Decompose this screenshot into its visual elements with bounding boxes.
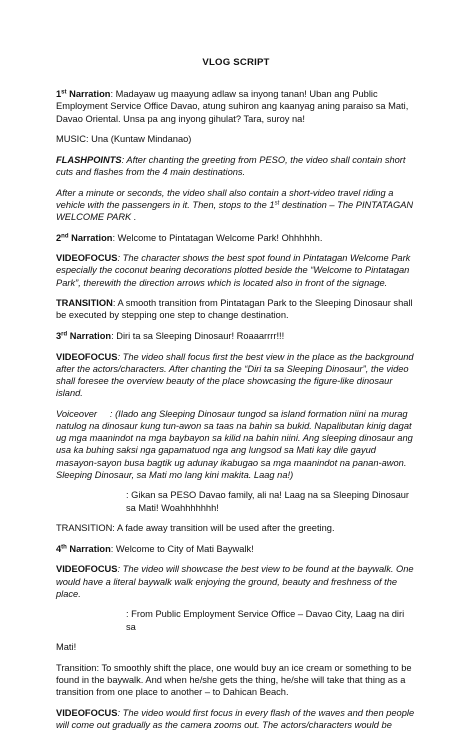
narration-4-text: : Welcome to City of Mati Baywalk! xyxy=(110,543,254,554)
transition-1 xyxy=(56,297,416,321)
narration-1-text: : Madayaw ug maayung adlaw sa inyong tanan! Uban ang Public Employment Service Office Davao, atung suhiron ang kaanyag aning paraiso sa Mati, Davao Oriental. Unsa pa ang inyong gihulat? Tara, suroy na! xyxy=(56,89,409,124)
narration-3 xyxy=(56,330,416,342)
videofocus-4 xyxy=(56,707,416,731)
from-line-1: : From Public Employment Service Office – Davao City, Laag na diri sa xyxy=(126,609,405,632)
videofocus-1-text: : The character shows the best spot found in Pintatagan Welcome Park especially the coconut bearing decorations plotted beside the “Welcome to Pintatagan Park”, therewith the direction arrows which is located also in front of the signage. xyxy=(56,253,411,288)
after-minute-paragraph: After a minute or seconds, the video shall also contain a short-video travel riding a vehicle with the passengers in it. Then, stops to the 1st destination – The PINTATAGAN WELCOME PARK . xyxy=(56,187,414,222)
narration-1-number: 1st Narration xyxy=(56,89,111,100)
videofocus-3-text: : The video will showcase the best view to be found at the baywalk. One would have a literal baywalk walk enjoying the ground, beauty and freshness of the place. xyxy=(56,564,414,599)
music-line: MUSIC: Una (Kuntaw Mindanao) xyxy=(56,134,192,145)
gikan-line: : Gikan sa PESO Davao family, ali na! Laag na sa Sleeping Dinosaur sa Mati! Woahhhhhhh! xyxy=(126,490,410,513)
videofocus-3 xyxy=(56,563,416,600)
flashpoints-text: : After chanting the greeting from PESO, the video shall contain short cuts and flashes from the 4 main destinations. xyxy=(56,154,406,177)
narration-3-text: : Diri ta sa Sleeping Dinosaur! Roaaarrrr!!! xyxy=(111,330,285,341)
transition-3: Transition: To smoothly shift the place, one would buy an ice cream or something to be found in the baywalk. And when he/she gets the thing, he/she will take that thing as a transition from one place to another – to Dahican Beach. xyxy=(56,662,412,698)
videofocus-4-text: : The video would first focus in every flash of the waves and then people will come out gradually as the camera zooms out. The actors/characters would be xyxy=(56,707,415,730)
narration-4-number: 4th Narration xyxy=(56,543,111,554)
document-title: VLOG SCRIPT xyxy=(202,57,270,68)
narration-3-number: 3rd Narration xyxy=(56,330,112,341)
voiceover-text: : (Ilado ang Sleeping Dinosaur tungod sa island formation niini na murag natulog na dinosaur kung tun-awon sa taas na bahin sa bukid. Napalibutan kinig dagat ug mga maanindot na mga baybayon sa kilid na bahin niini. Ang sleeping dinosaur ang usa ka buhing saksi nga gapamatuod nga ang lungsod sa Mati kay dile gayud masayon-sayon busa bagtik ug adunay ikabugao sa mga maanindot na panan-awon. Sleeping Dinosaur, sa Mati mo lang kini makita. Laag na!) xyxy=(56,408,416,480)
voiceover xyxy=(56,408,416,481)
voiceover-label: Voiceover xyxy=(56,408,97,419)
transition-1-label: TRANSITION xyxy=(56,298,113,309)
transition-2: TRANSITION: A fade away transition will be used after the greeting. xyxy=(56,523,335,534)
narration-2-text: : Welcome to Pintatagan Welcome Park! Ohhhhhh. xyxy=(112,232,323,243)
flashpoints-label: FLASHPOINTS xyxy=(56,154,122,165)
videofocus-2-text: : The video shall focus first the best view in the place as the background after the actors/characters. After chanting the “Diri ta sa Sleeping Dinosaur”, the video shall foresee the overview beauty of the place showcasing the figure-like dinosaur island. xyxy=(56,351,414,399)
narration-1 xyxy=(56,88,416,125)
videofocus-4-label: VIDEOFOCUS xyxy=(56,707,118,718)
narration-4 xyxy=(56,543,416,555)
videofocus-1 xyxy=(56,252,416,289)
flashpoints xyxy=(56,154,416,178)
transition-1-text: : A smooth transition from Pintatagan Park to the Sleeping Dinosaur shall be executed by stepping one step to change destination. xyxy=(56,298,413,321)
narration-2 xyxy=(56,232,416,244)
from-line-2: Mati! xyxy=(56,642,77,653)
narration-2-number: 2nd Narration xyxy=(56,232,113,243)
videofocus-2 xyxy=(56,351,416,400)
videofocus-1-label: VIDEOFOCUS xyxy=(56,253,118,264)
videofocus-2-label: VIDEOFOCUS xyxy=(56,351,118,362)
videofocus-3-label: VIDEOFOCUS xyxy=(56,564,118,575)
